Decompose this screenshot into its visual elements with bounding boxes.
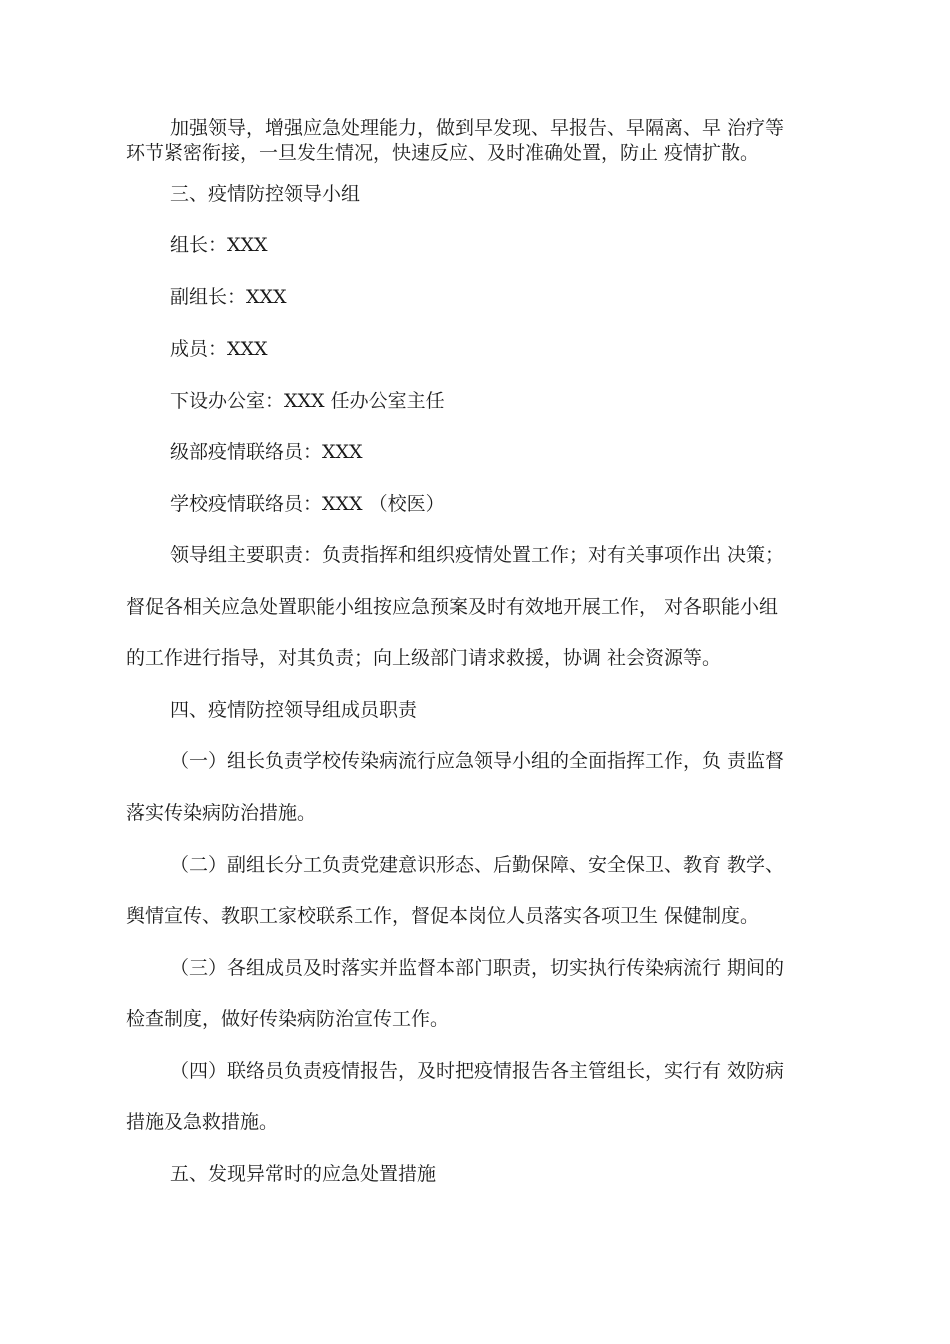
- paragraph-line: 措施及急救措施。: [126, 1111, 279, 1133]
- section-heading: 五、发现异常时的应急处置措施: [170, 1163, 437, 1185]
- paragraph-line: （二）副组长分工负责党建意识形态、后勤保障、安全保卫、教育 教学、: [170, 854, 785, 876]
- paragraph-line: 副组长：XXX: [170, 286, 287, 308]
- section-heading: 四、疫情防控领导组成员职责: [170, 699, 418, 721]
- paragraph-line: （四）联络员负责疫情报告，及时把疫情报告各主管组长，实行有 效防病: [170, 1060, 785, 1082]
- paragraph-line: 环节紧密衔接，一旦发生情况，快速反应、及时准确处置，防止 疫情扩散。: [126, 142, 760, 164]
- paragraph-line: 落实传染病防治措施。: [126, 802, 317, 824]
- paragraph-line: 组长：XXX: [170, 234, 268, 256]
- paragraph-line: 下设办公室：XXX 任办公室主任: [170, 390, 445, 412]
- paragraph-line: （一）组长负责学校传染病流行应急领导小组的全面指挥工作，负 责监督: [170, 750, 785, 772]
- section-heading: 三、疫情防控领导小组: [170, 183, 361, 205]
- paragraph-line: 学校疫情联络员：XXX （校医）: [170, 493, 445, 515]
- paragraph-line: 舆情宣传、教职工家校联系工作，督促本岗位人员落实各项卫生 保健制度。: [126, 905, 760, 927]
- paragraph-line: 检查制度，做好传染病防治宣传工作。: [126, 1008, 450, 1030]
- paragraph-line: 的工作进行指导，对其负责；向上级部门请求救援，协调 社会资源等。: [126, 647, 722, 669]
- paragraph-line: （三）各组成员及时落实并监督本部门职责，切实执行传染病流行 期间的: [170, 957, 785, 979]
- paragraph-line: 级部疫情联络员：XXX: [170, 441, 363, 463]
- paragraph-line: 成员：XXX: [170, 338, 268, 360]
- paragraph-line: 加强领导，增强应急处理能力，做到早发现、早报告、早隔离、早 治疗等: [170, 117, 785, 139]
- paragraph-line: 督促各相关应急处置职能小组按应急预案及时有效地开展工作， 对各职能小组: [126, 596, 779, 618]
- paragraph-line: 领导组主要职责：负责指挥和组织疫情处置工作；对有关事项作出 决策；: [170, 544, 785, 566]
